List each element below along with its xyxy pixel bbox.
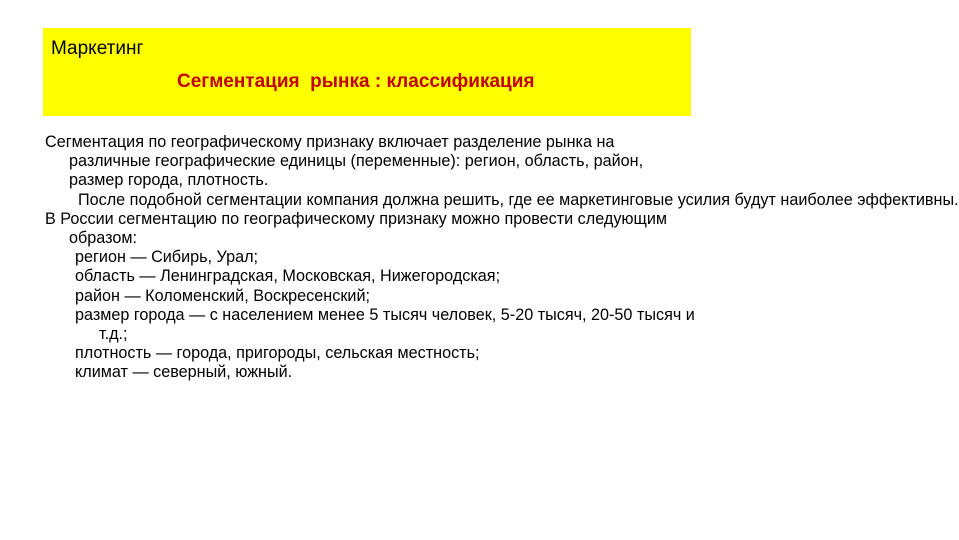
list-item-district: район — Коломенский, Воскресенский; (75, 286, 370, 305)
list-item-density: плотность — города, пригороды, сельская местность; (75, 344, 480, 363)
paragraph-text: В России сегментацию по географическому признаку можно провести следующим образом: (45, 209, 668, 248)
slide-body (45, 133, 959, 383)
subject-label: Маркетинг (51, 38, 144, 59)
list-item-region: регион — Сибирь, Урал; (75, 248, 259, 267)
paragraph-continuation: После подобной сегментации компания должна решить, где ее маркетинговые усилия будут наиболее эффективны. (78, 190, 959, 209)
list-item-climate: климат — северный, южный. (75, 363, 293, 382)
paragraph-text: Сегментация по географическому признаку включает разделение рынка на различные географические единицы (переменные): регион, область, район, размер города, плотность. (45, 133, 644, 190)
slide-title: Сегментация рынка : классификация (177, 71, 535, 92)
paragraph-russia-example (45, 210, 695, 383)
list-item-oblast: область — Ленинградская, Московская, Нижегородская; (75, 267, 501, 286)
title-banner (43, 28, 691, 116)
paragraph-geographic-segmentation (45, 133, 959, 210)
list-item-city-size: размер города — с населением менее 5 тысяч человек, 5-20 тысяч, 20-50 тысяч и т.д.; (75, 305, 695, 344)
